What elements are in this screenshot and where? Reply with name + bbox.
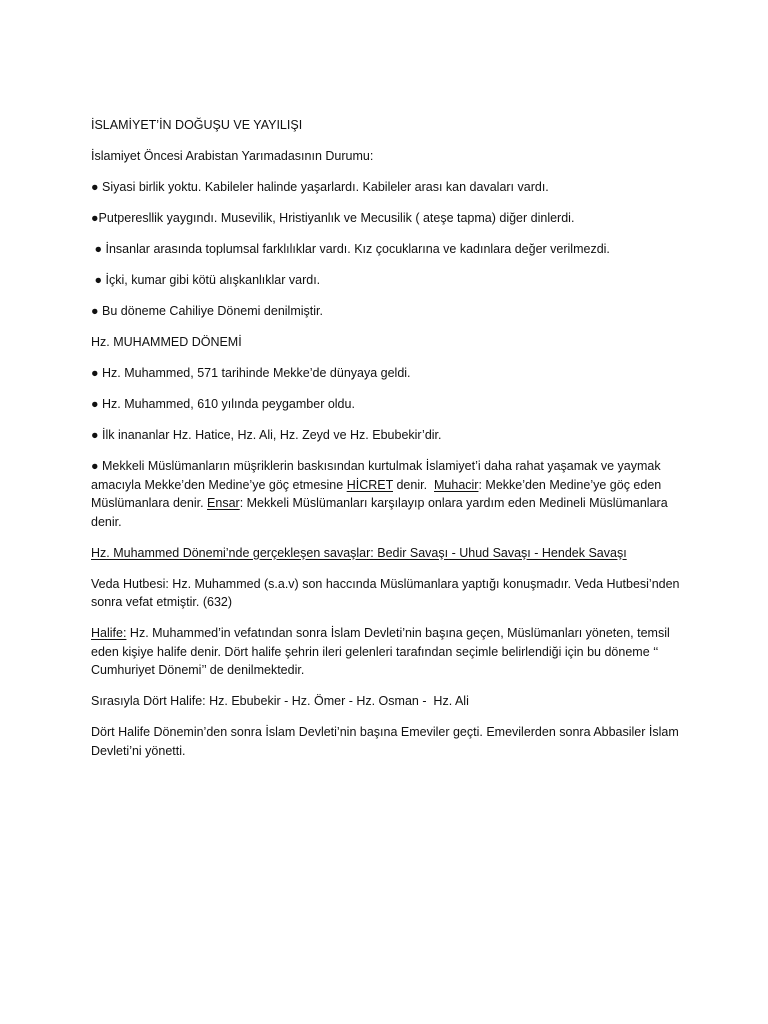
muhacir-term: Muhacir	[434, 477, 479, 492]
document-title: İSLAMİYET’İN DOĞUŞU VE YAYILIŞI	[91, 118, 303, 132]
pre-islam-item: ● İnsanlar arasında toplumsal farklılıklar vardı. Kız çocuklarına ve kadınlara değer verilmezdi.	[91, 242, 610, 256]
ensar-term: Ensar	[207, 496, 240, 510]
farewell-sermon: Veda Hutbesi: Hz. Muhammed (s.a.v) son haccında Müslümanlara yaptığı konuşmadır. Veda Hutbesi’nden sonra vefat etmiştir. (632)	[91, 576, 680, 609]
caliph-text: Hz. Muhammed’in vefatından sonra İslam Devleti’nin başına geçen, Müslümanları yöneten, temsil eden kişiye halife denir. Dört halife şehrin ileri gelenleri tarafından seçimle belirlendiği için bu döneme ‘‘ Cumhuriyet Dönemi’’ de denilmektedir.	[91, 626, 670, 677]
pre-islam-heading: İslamiyet Öncesi Arabistan Yarımadasının Durumu:	[91, 149, 374, 163]
pre-islam-item: ● Bu döneme Cahiliye Dönemi denilmiştir.	[91, 304, 323, 318]
muhammad-item: ● Hz. Muhammed, 571 tarihinde Mekke’de dünyaya geldi.	[91, 366, 411, 380]
hijra-term: HİCRET	[346, 477, 393, 492]
pre-islam-item: ●Putperesllik yaygındı. Musevilik, Hristiyanlık ve Mecusilik ( ateşe tapma) diğer dinlerdi.	[91, 211, 575, 225]
muhammad-item: ● İlk inananlar Hz. Hatice, Hz. Ali, Hz. Zeyd ve Hz. Ebubekir’dir.	[91, 428, 442, 442]
muhammad-item: ● Hz. Muhammed, 610 yılında peygamber oldu.	[91, 397, 355, 411]
hijra-paragraph	[91, 457, 691, 531]
battles-line: Hz. Muhammed Dönemi’nde gerçekleşen savaşlar: Bedir Savaşı - Uhud Savaşı - Hendek Savaşı	[91, 545, 627, 560]
caliph-term: Halife:	[91, 626, 127, 640]
four-caliphs-line: Sırasıyla Dört Halife: Hz. Ebubekir - Hz. Ömer - Hz. Osman - Hz. Ali	[91, 694, 469, 708]
hijra-text: denir.	[393, 477, 434, 492]
caliph-paragraph	[91, 624, 691, 680]
pre-islam-item: ● İçki, kumar gibi kötü alışkanlıklar vardı.	[91, 273, 321, 287]
pre-islam-item: ● Siyasi birlik yoktu. Kabileler halinde yaşarlardı. Kabileler arası kan davaları vardı.	[91, 180, 549, 194]
hijra-text: : Mekke’den Medine’ye göç eden Müslümanlara denir.	[91, 477, 665, 510]
hijra-text: : Mekkeli Müslümanları karşılayıp onlara yardım eden Medineli Müslümanlara denir.	[91, 496, 672, 529]
hijra-text: ● Mekkeli Müslümanların müşriklerin baskısından kurtulmak İslamiyet’i daha rahat yaşamak ve yaymak amacıyla Mekke’den Medine’ye göç etmesine	[91, 459, 665, 492]
document-page	[91, 116, 691, 773]
after-caliphs-paragraph: Dört Halife Dönemin’den sonra İslam Devleti’nin başına Emeviler geçti. Emevilerden sonra Abbasiler İslam Devleti’ni yönetti.	[91, 725, 679, 758]
muhammad-heading: Hz. MUHAMMED DÖNEMİ	[91, 335, 242, 349]
